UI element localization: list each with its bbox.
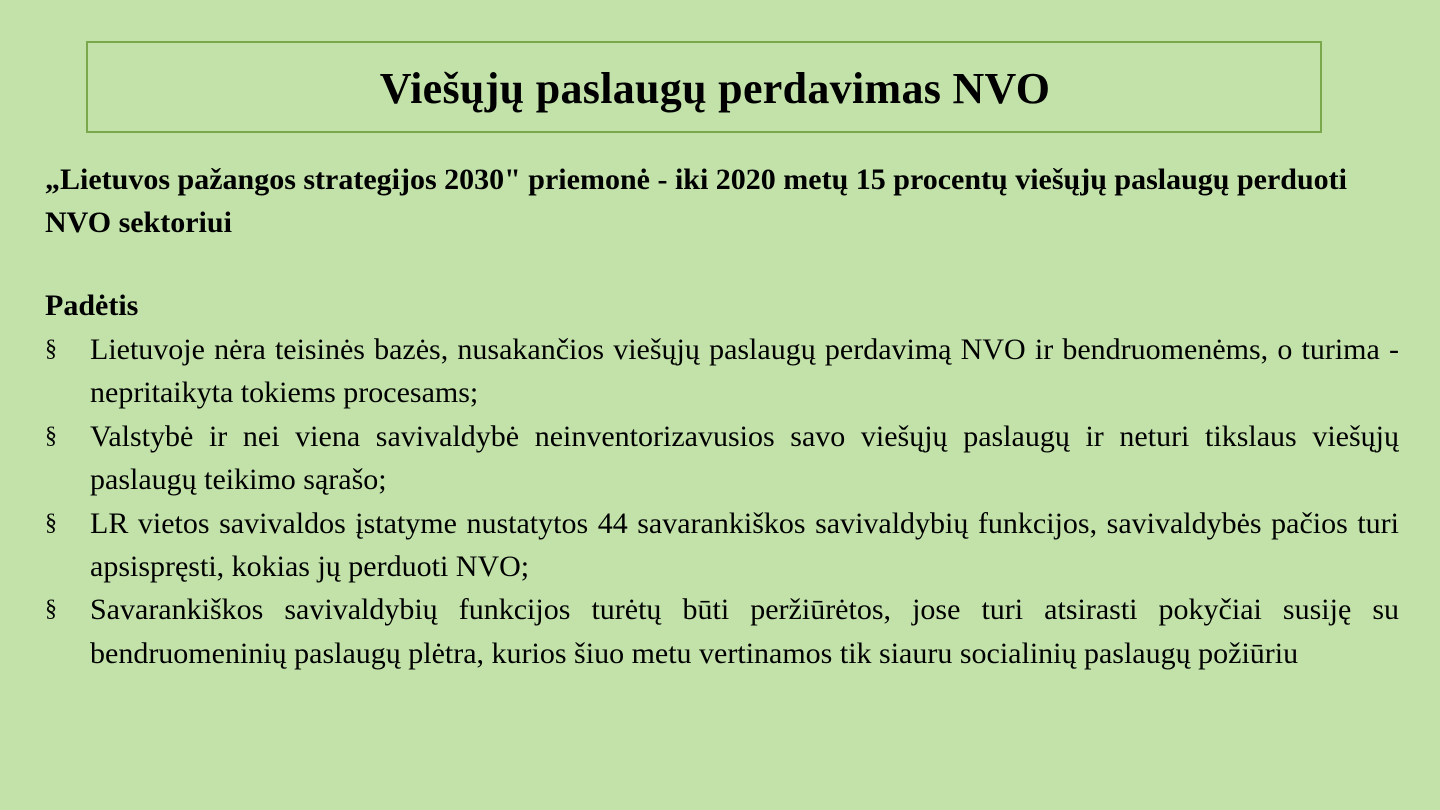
bullet-marker-icon: § <box>45 509 57 536</box>
bullet-text: Valstybė ir nei viena savivaldybė neinventorizavusios savo viešųjų paslaugų ir neturi tikslaus viešųjų paslaugų teikimo sąrašo; <box>90 419 1399 497</box>
bullet-text: Savarankiškos savivaldybių funkcijos turėtų būti peržiūrėtos, jose turi atsirasti pokyčiai susiję su bendruomeninių paslaugų plėtra, kurios šiuo metu vertinamos tik siauru socialinių paslaugų požiūriu <box>90 593 1399 670</box>
bullet-item <box>45 415 1399 502</box>
bullet-text: LR vietos savivaldos įstatyme nustatytos 44 savarankiškos savivaldybių funkcijos, savivaldybės pačios turi apsispręsti, kokias jų perduoti NVO; <box>90 506 1399 584</box>
bullet-item <box>45 588 1399 675</box>
bullet-marker-icon: § <box>45 596 57 623</box>
title-box <box>86 41 1322 133</box>
bullet-item <box>45 328 1399 415</box>
bullet-text: Lietuvoje nėra teisinės bazės, nusakančios viešųjų paslaugų perdavimą NVO ir bendruomenėms, o turima - nepritaikyta tokiems procesams; <box>90 333 1399 410</box>
bullet-marker-icon: § <box>45 422 57 449</box>
section-heading: Padėtis <box>45 289 139 322</box>
bullet-item <box>45 502 1399 589</box>
intro-paragraph: „Lietuvos pažangos strategijos 2030" priemonė - iki 2020 metų 15 procentų viešųjų paslaugų perduoti NVO sektoriui <box>45 163 1347 239</box>
bullet-list <box>45 328 1399 675</box>
bullet-marker-icon: § <box>45 336 57 362</box>
slide-title: Viešųjų paslaugų perdavimas NVO <box>379 63 1051 113</box>
